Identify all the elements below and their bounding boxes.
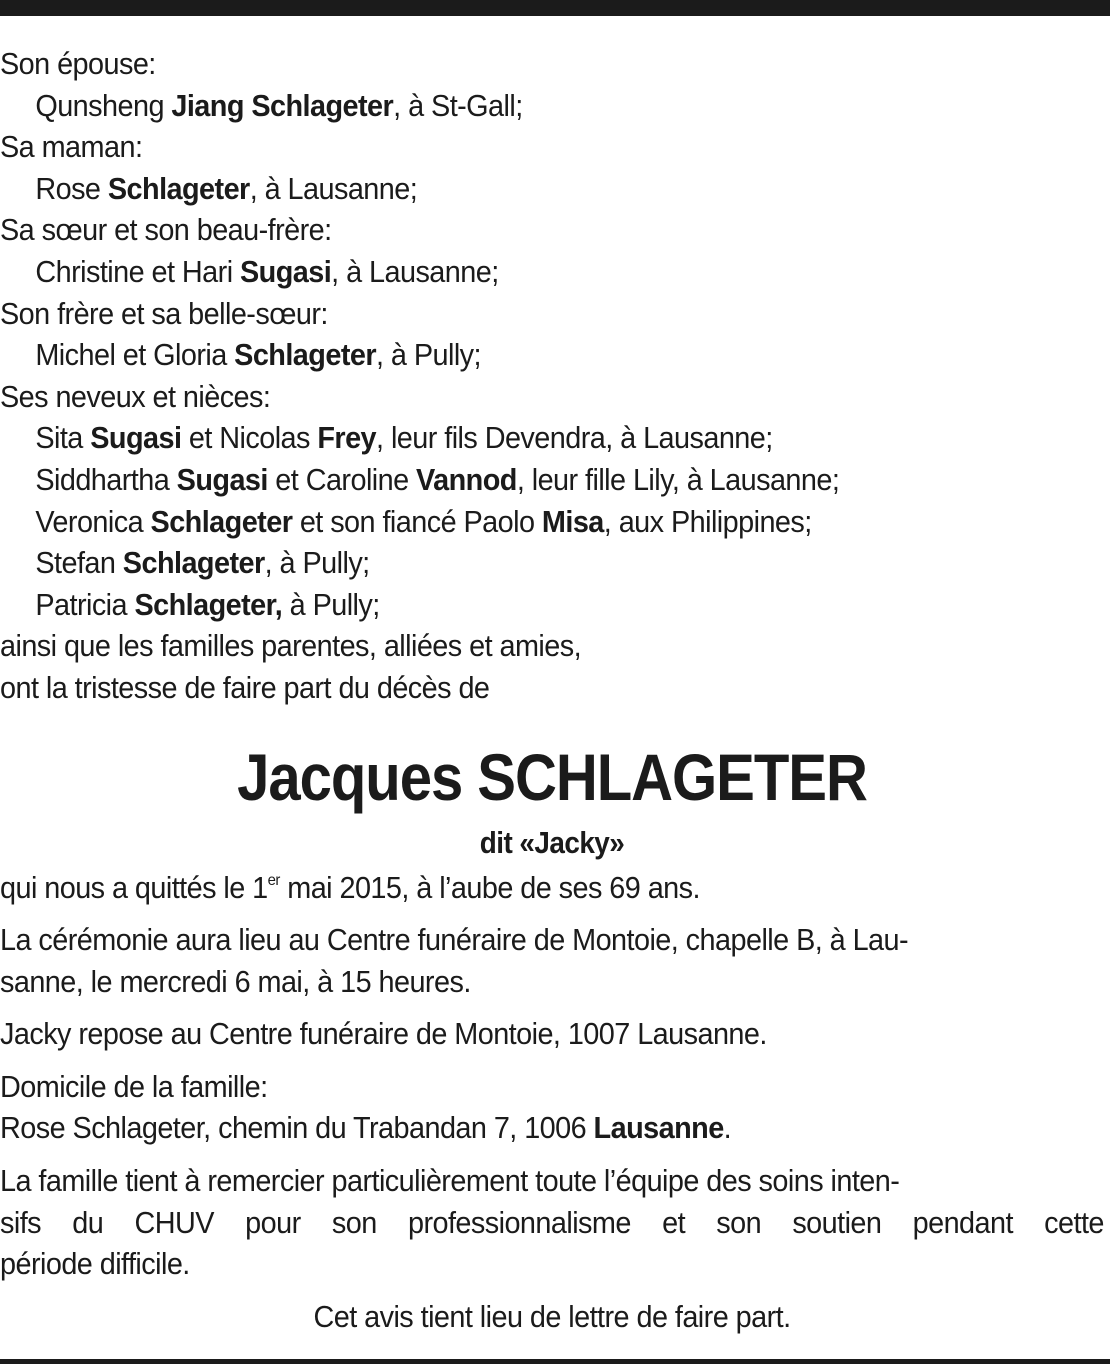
- deceased-name: Jacques SCHLAGETER: [237, 739, 867, 814]
- thanks-paragraph: La famille tient à remercier particulièrement toute l’équipe des soins inten- sifs du CHUV pour son professionnalisme et son soutien pendant cette période difficile.: [0, 1163, 1104, 1282]
- spouse-heading: Son épouse:: [0, 46, 156, 81]
- nephew-line: Sita Sugasi et Nicolas Frey, leur fils Devendra, à Lausanne;: [35, 420, 773, 456]
- top-rule: [0, 0, 1110, 16]
- repose-paragraph: Jacky repose au Centre funéraire de Montoie, 1007 Lausanne.: [0, 1016, 767, 1052]
- sister-line: Christine et Hari Sugasi, à Lausanne;: [35, 253, 499, 289]
- ceremony-paragraph: La cérémonie aura lieu au Centre funéraire de Montoie, chapelle B, à Lau- sanne, le mercredi 6 mai, à 15 heures.: [0, 922, 909, 999]
- spouse-line: Qunsheng Jiang Schlageter, à St-Gall;: [35, 87, 523, 123]
- nephew-line: Stefan Schlageter, à Pully;: [35, 545, 370, 581]
- death-date-paragraph: qui nous a quittés le 1er mai 2015, à l’aube de ses 69 ans.: [0, 869, 700, 905]
- closing-paragraph: Cet avis tient lieu de lettre de faire part.: [313, 1298, 791, 1334]
- deceased-nickname: dit «Jacky»: [479, 824, 625, 860]
- thanks-justified-line: sifs du CHUV pour son professionnalisme et son soutien pendant cette: [0, 1204, 1104, 1240]
- brother-heading: Son frère et sa belle-sœur:: [0, 295, 328, 331]
- mother-line: Rose Schlageter, à Lausanne;: [35, 170, 418, 206]
- sister-heading: Sa sœur et son beau-frère:: [0, 212, 332, 248]
- extended-family-line: ainsi que les familles parentes, alliées et amies,: [0, 628, 582, 664]
- mother-heading: Sa maman:: [0, 129, 143, 165]
- nephew-line: Veronica Schlageter et son fiancé Paolo Misa, aux Philippines;: [35, 503, 812, 539]
- nephew-line: Patricia Schlageter, à Pully;: [35, 586, 380, 622]
- brother-line: Michel et Gloria Schlageter, à Pully;: [35, 337, 481, 373]
- domicile-paragraph: Domicile de la famille: Rose Schlageter, chemin du Trabandan 7, 1006 Lausanne.: [0, 1068, 732, 1146]
- obituary-notice: [0, 43, 1104, 1337]
- nephew-line: Siddhartha Sugasi et Caroline Vannod, leur fille Lily, à Lausanne;: [35, 461, 840, 497]
- bottom-rule: [0, 1359, 1110, 1364]
- announcement-line: ont la tristesse de faire part du décès de: [0, 669, 490, 705]
- nephews-heading: Ses neveux et nièces:: [0, 378, 271, 414]
